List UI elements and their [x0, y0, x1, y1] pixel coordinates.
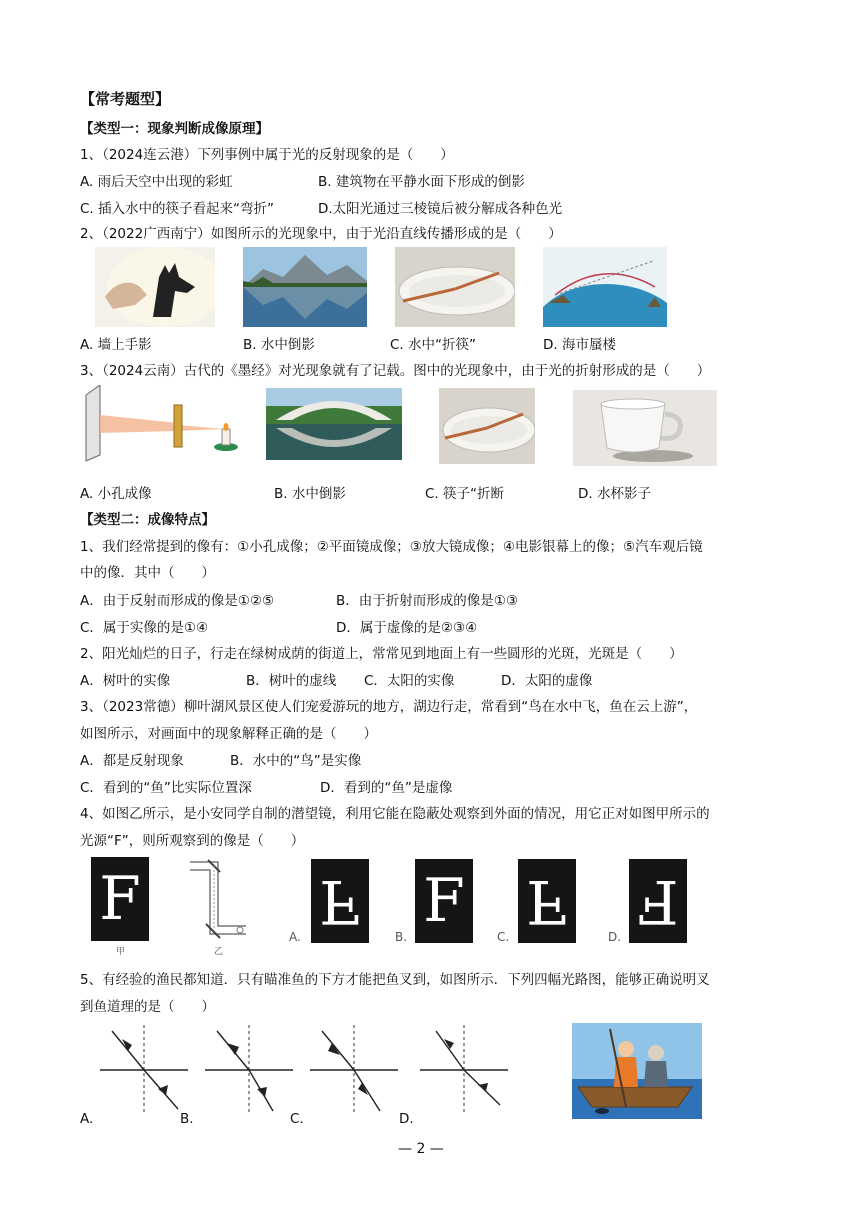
t2-q1-option-c: C．属于实像的是①④ — [80, 620, 209, 636]
page-number: — 2 — — [398, 1141, 444, 1157]
light-source-f-image: F — [91, 857, 149, 941]
bent-chopstick-image — [395, 247, 515, 327]
t1-q2-option-b: B. 水中倒影 — [243, 337, 315, 353]
type2-title: 【类型二：成像特点】 — [80, 512, 215, 528]
t2-q1-option-d: D．属于虚像的是②③④ — [336, 620, 478, 636]
t2-q4-stem-line1: 4、如图乙所示，是小安同学自制的潜望镜，利用它能在隐蔽处观察到外面的情况，用它正对如图甲所示的 — [80, 806, 710, 822]
t1-q3-option-c: C. 筷子“折断 — [425, 486, 505, 502]
light-path-d — [420, 1025, 510, 1115]
t2-q4-option-a: A. — [289, 930, 301, 944]
t2-q2-option-b: B．树叶的虚线 — [246, 673, 337, 689]
image-option-d: F — [629, 859, 687, 943]
light-path-b — [205, 1025, 295, 1115]
t2-q1-option-b: B．由于折射而形成的像是①③ — [336, 593, 518, 609]
t2-q5-option-b: B. — [180, 1111, 194, 1127]
t1-q1-stem: 1、（2024连云港）下列事例中属于光的反射现象的是（ ） — [80, 147, 454, 163]
image-option-c: F — [518, 859, 576, 943]
t1-q3-option-b: B. 水中倒影 — [274, 486, 346, 502]
light-path-c — [310, 1025, 400, 1115]
t2-q2-option-d: D．太阳的虚像 — [501, 673, 593, 689]
t1-q2-option-d: D. 海市蜃楼 — [543, 337, 616, 353]
section-heading: 【常考题型】 — [80, 90, 171, 108]
t2-q5-stem-line1: 5、有经验的渔民都知道．只有瞄准鱼的下方才能把鱼叉到，如图所示．下列四幅光路图，能够正确说明叉 — [80, 972, 710, 988]
hand-shadow-image — [95, 247, 215, 327]
t1-q1-option-c: C. 插入水中的筷子看起来“弯折” — [80, 201, 274, 217]
t2-q4-option-c: C. — [497, 930, 510, 944]
image-option-b: F — [415, 859, 473, 943]
light-path-a — [100, 1025, 190, 1115]
fishermen-boat-illustration — [572, 1023, 702, 1119]
arch-bridge-image — [266, 388, 402, 460]
t1-q1-option-b: B. 建筑物在平静水面下形成的倒影 — [318, 174, 525, 190]
type1-title: 【类型一：现象判断成像原理】 — [80, 121, 269, 137]
mirage-image — [543, 247, 667, 327]
t2-q3-option-c: C．看到的“鱼”比实际位置深 — [80, 780, 252, 796]
label-yi: 乙 — [214, 947, 224, 957]
t2-q5-option-a: A. — [80, 1111, 94, 1127]
t2-q3-option-a: A．都是反射现象 — [80, 753, 184, 769]
t1-q1-option-d: D.太阳光通过三棱镜后被分解成各种色光 — [318, 201, 563, 217]
t2-q2-option-c: C．太阳的实像 — [364, 673, 455, 689]
t1-q2-option-a: A. 墙上手影 — [80, 337, 152, 353]
t1-q1-option-a: A. 雨后天空中出现的彩虹 — [80, 174, 233, 190]
t2-q5-option-d: D. — [399, 1111, 414, 1127]
t2-q4-option-b: B. — [395, 930, 408, 944]
label-jia: 甲 — [116, 947, 126, 957]
t2-q5-option-c: C. — [290, 1111, 304, 1127]
t1-q3-option-d: D. 水杯影子 — [578, 486, 651, 502]
t2-q2-option-a: A．树叶的实像 — [80, 673, 171, 689]
periscope-diagram — [184, 858, 256, 942]
t2-q4-option-d: D. — [608, 930, 622, 944]
cup-shadow-image — [573, 390, 717, 466]
broken-chopstick-image — [439, 388, 535, 464]
t2-q2-stem: 2、阳光灿烂的日子，行走在绿树成荫的街道上，常常见到地面上有一些圆形的光斑，光斑是（ ） — [80, 646, 683, 662]
t1-q2-stem: 2、（2022广西南宁）如图所示的光现象中，由于光沿直线传播形成的是（ ） — [80, 226, 562, 242]
t2-q3-stem-line2: 如图所示，对画面中的现象解释正确的是（ ） — [80, 726, 377, 742]
t2-q4-stem-line2: 光源“F”，则所观察到的像是（ ） — [80, 833, 305, 849]
t2-q3-option-d: D．看到的“鱼”是虚像 — [320, 780, 453, 796]
image-option-a: F — [311, 859, 369, 943]
t2-q3-option-b: B．水中的“鸟”是实像 — [230, 753, 362, 769]
t2-q1-option-a: A．由于反射而形成的像是①②⑤ — [80, 593, 275, 609]
t2-q3-stem-line1: 3、（2023常德）柳叶湖风景区使人们宠爱游玩的地方，湖边行走，常看到“鸟在水中飞，鱼在云上游”， — [80, 699, 698, 715]
t1-q2-option-c: C. 水中“折筷” — [390, 337, 476, 353]
pinhole-image — [84, 385, 244, 463]
water-reflection-image — [243, 247, 367, 327]
t1-q3-option-a: A. 小孔成像 — [80, 486, 152, 502]
t1-q3-stem: 3、（2024云南）古代的《墨经》对光现象就有了记载。图中的光现象中，由于光的折射形成的是（ ） — [80, 363, 711, 379]
t2-q1-stem-line1: 1、我们经常提到的像有：①小孔成像；②平面镜成像；③放大镜成像；④电影银幕上的像；⑤汽车观后镜 — [80, 539, 703, 555]
t2-q1-stem-line2: 中的像．其中（ ） — [80, 565, 215, 581]
t2-q5-stem-line2: 到鱼道理的是（ ） — [80, 999, 215, 1015]
